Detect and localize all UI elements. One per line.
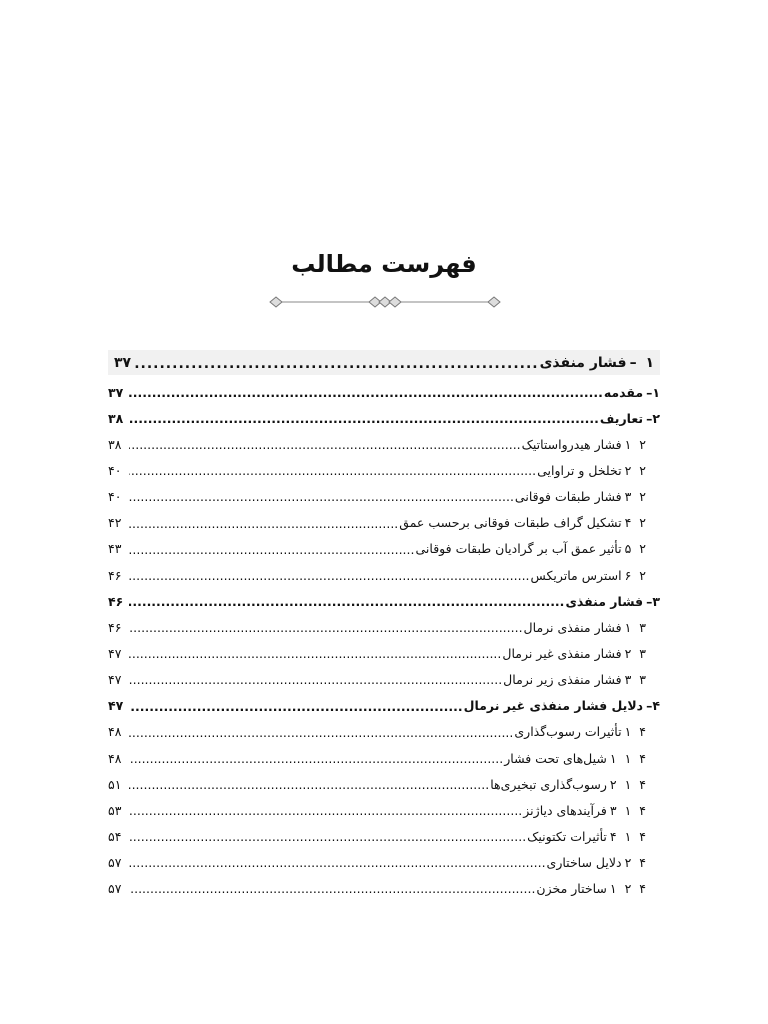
toc-entry-row[interactable] <box>108 850 660 876</box>
toc-entry-label: رسوب‌گذاری تبخیری‌ها <box>490 776 607 792</box>
toc-leader-dots <box>129 674 502 687</box>
toc-entry-page: ۴۶ <box>108 593 124 609</box>
toc-entry-page: ۵۳ <box>108 802 122 818</box>
toc-entry-number: ۳ ۱ <box>624 619 646 635</box>
toc-leader-dots <box>135 357 539 371</box>
toc-entry-label: فشار منفذی زیر نرمال <box>503 672 622 688</box>
toc-entry-row[interactable] <box>108 405 660 431</box>
toc-leader-dots <box>129 491 514 504</box>
toc-entry-page: ۵۴ <box>108 828 122 844</box>
toc-leader-dots <box>129 648 501 661</box>
toc-leader-dots <box>129 413 599 426</box>
toc-leader-dots <box>129 439 521 452</box>
toc-entry-row[interactable] <box>108 876 660 902</box>
toc-entry-page: ۵۱ <box>108 776 122 792</box>
toc-entry-number: ۱– <box>646 384 660 400</box>
toc-chapter-number: ۱ – <box>629 354 654 371</box>
toc-entry-label: تأثیرات رسوب‌گذاری <box>514 724 622 740</box>
toc-entry-label: فشار منفذی غیر نرمال <box>502 645 622 661</box>
toc-entry-label: تخلخل و تراوایی <box>537 462 622 478</box>
toc-entry-row[interactable] <box>108 719 660 745</box>
table-of-contents <box>108 350 660 902</box>
toc-chapter-row[interactable] <box>108 350 660 375</box>
toc-entry-row[interactable] <box>108 693 660 719</box>
toc-entry-page: ۴۳ <box>108 541 122 557</box>
toc-entry-row[interactable] <box>108 745 660 771</box>
page-title: فهرست مطالب <box>291 250 477 278</box>
toc-entry-label: دلایل فشار منفذی غیر نرمال <box>463 698 644 714</box>
toc-leader-dots <box>129 857 546 870</box>
toc-entry-label: فشار منفذی <box>565 593 644 609</box>
toc-entry-row[interactable] <box>108 562 660 588</box>
toc-entry-label: ساختار مخزن <box>536 881 607 897</box>
toc-entry-row[interactable] <box>108 797 660 823</box>
toc-entry-page: ۵۷ <box>108 855 122 871</box>
toc-entry-page: ۳۷ <box>108 384 124 400</box>
toc-entry-page: ۵۷ <box>108 881 122 897</box>
toc-entry-page: ۴۷ <box>108 698 124 714</box>
toc-entries <box>108 379 660 902</box>
toc-entry-row[interactable] <box>108 536 660 562</box>
toc-entry-number: ۲ ۵ <box>624 541 646 557</box>
toc-entry-number: ۴ ۱ ۱ <box>609 750 646 766</box>
toc-entry-number: ۳– <box>646 593 660 609</box>
toc-leader-dots <box>129 753 503 766</box>
toc-entry-row[interactable] <box>108 431 660 457</box>
toc-entry-number: ۴ ۱ <box>624 724 646 740</box>
toc-entry-label: دلایل ساختاری <box>546 855 622 871</box>
toc-entry-label: مقدمه <box>603 384 644 400</box>
toc-leader-dots <box>129 596 564 609</box>
toc-entry-page: ۳۸ <box>108 436 122 452</box>
toc-entry-number: ۲– <box>646 410 660 426</box>
toc-entry-row[interactable] <box>108 588 660 614</box>
toc-entry-row[interactable] <box>108 457 660 483</box>
toc-entry-number: ۴ ۱ ۳ <box>609 802 646 818</box>
toc-entry-page: ۴۰ <box>108 462 122 478</box>
toc-entry-label: تشکیل گراف طبقات فوقانی برحسب عمق <box>399 515 622 531</box>
toc-leader-dots <box>129 544 414 557</box>
toc-leader-dots <box>129 570 530 583</box>
toc-entry-number: ۳ ۲ <box>624 645 646 661</box>
toc-entry-row[interactable] <box>108 484 660 510</box>
toc-entry-page: ۳۸ <box>108 410 124 426</box>
toc-leader-dots <box>129 831 526 844</box>
toc-leader-dots <box>129 518 398 531</box>
toc-entry-page: ۴۸ <box>108 750 122 766</box>
toc-leader-dots <box>129 727 513 740</box>
toc-entry-number: ۲ ۲ <box>624 462 646 478</box>
toc-entry-page: ۴۷ <box>108 672 122 688</box>
toc-entry-label: شیل‌های تحت فشار <box>504 750 607 766</box>
toc-entry-number: ۲ ۴ <box>624 515 646 531</box>
toc-entry-row[interactable] <box>108 614 660 640</box>
toc-entry-page: ۴۰ <box>108 489 122 505</box>
toc-leader-dots <box>129 779 489 792</box>
toc-entry-row[interactable] <box>108 667 660 693</box>
toc-entry-number: ۴ ۱ ۴ <box>609 828 646 844</box>
toc-leader-dots <box>129 465 536 478</box>
toc-entry-page: ۴۲ <box>108 515 122 531</box>
title-ornament <box>268 292 502 312</box>
toc-chapter-label: فشار منفذی <box>539 354 627 371</box>
toc-entry-label: فشار هیدرواستاتیک <box>521 436 622 452</box>
toc-entry-row[interactable] <box>108 771 660 797</box>
toc-entry-page: ۴۶ <box>108 567 122 583</box>
toc-entry-row[interactable] <box>108 640 660 666</box>
toc-chapter-page: ۳۷ <box>114 354 132 371</box>
toc-entry-label: فرآیندهای دیاژنز <box>523 802 607 818</box>
toc-entry-number: ۲ ۶ <box>624 567 646 583</box>
toc-entry-row[interactable] <box>108 510 660 536</box>
toc-entry-number: ۴ ۲ ۱ <box>609 881 646 897</box>
toc-entry-label: فشار طبقات فوقانی <box>514 489 622 505</box>
toc-leader-dots <box>129 622 523 635</box>
toc-entry-label: فشار منفذی نرمال <box>523 619 622 635</box>
toc-entry-label: تأثیرات تکتونیک <box>527 828 607 844</box>
toc-entry-row[interactable] <box>108 823 660 849</box>
toc-entry-page: ۴۷ <box>108 645 122 661</box>
toc-entry-label: تعاریف <box>599 410 644 426</box>
toc-entry-number: ۳ ۳ <box>624 672 646 688</box>
toc-leader-dots <box>129 701 463 714</box>
toc-entry-page: ۴۸ <box>108 724 122 740</box>
toc-entry-label: تأثیر عمق آب بر گرادیان طبقات فوقانی <box>415 541 622 557</box>
toc-leader-dots <box>129 805 522 818</box>
toc-entry-number: ۴ ۲ <box>624 855 646 871</box>
toc-entry-page: ۴۶ <box>108 619 122 635</box>
toc-leader-dots <box>129 883 535 896</box>
toc-leader-dots <box>129 387 603 400</box>
toc-entry-number: ۲ ۱ <box>624 436 646 452</box>
toc-entry-row[interactable] <box>108 379 660 405</box>
toc-entry-label: استرس ماتریکس <box>530 567 622 583</box>
toc-entry-number: ۴– <box>646 698 660 714</box>
toc-entry-number: ۲ ۳ <box>624 489 646 505</box>
toc-entry-number: ۴ ۱ ۲ <box>609 776 646 792</box>
